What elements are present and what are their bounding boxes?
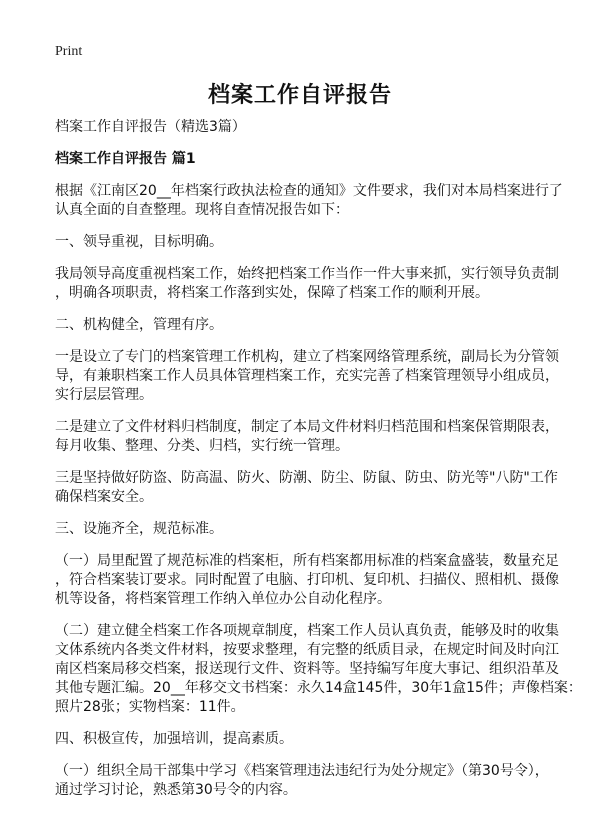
paragraph-line: 通过学习讨论，熟悉第30号令的内容。 [55,782,297,798]
document-subtitle: 档案工作自评报告（精选3篇） [55,119,246,135]
paragraph-list [55,182,582,800]
paragraph-line: 南区档案局移交档案，报送现行文件、资料等。坚持编写年度大事记、组织沿革及 [55,661,559,677]
paragraph-line: （一）局里配置了规范标准的档案柜，所有档案都用标准的档案盒盛装，数量充足 [55,553,559,569]
paragraph-line: 我局领导高度重视档案工作，始终把档案工作当作一件大事来抓，实行领导负责制 [55,266,559,282]
paragraph [55,233,575,252]
print-link[interactable]: Print [55,44,83,59]
document-title: 档案工作自评报告 [207,83,392,108]
paragraph [55,730,575,749]
paragraph-line: ，符合档案装订要求。同时配置了电脑、打印机、复印机、扫描仪、照相机、摄像 [55,572,559,588]
paragraph-line: 文体系统内各类文件材料，按要求整理，有完整的纸质目录，在规定时间及时向江 [55,642,559,658]
paragraph [55,622,582,717]
paragraph-line: 每月收集、整理、分类、归档，实行统一管理。 [55,438,349,454]
paragraph-line: 四、积极宣传，加强培训，提高素质。 [55,731,293,747]
paragraph [55,348,575,405]
paragraph [55,316,575,335]
paragraph [55,265,575,303]
paragraph-line: 实行层层管理。 [55,387,153,403]
paragraph-line: 确保档案安全。 [55,489,153,505]
paragraph [55,520,575,539]
paragraph-line: 机等设备，将档案管理工作纳入单位办公自动化程序。 [55,591,391,607]
paragraph-line: 照片28张；实物档案：11件。 [55,699,245,715]
document-body [55,118,582,813]
paragraph-line: 其他专题汇编。20__年移交文书档案：永久14盒145件，30年1盒15件；声像档案： [55,680,582,696]
paragraph-line: 三、设施齐全，规范标准。 [55,521,223,537]
paragraph-line: （一）组织全局干部集中学习《档案管理违法违纪行为处分规定》（第30号令）， [55,763,549,779]
paragraph-line: 导，有兼职档案工作人员具体管理档案工作，充实完善了档案管理领导小组成员， [55,368,559,384]
paragraph [55,418,575,456]
paragraph-line: 三是坚持做好防盗、防高温、防火、防潮、防尘、防鼠、防虫、防光等"八防"工作 [55,470,558,486]
paragraph [55,469,575,507]
paragraph-line: 一是设立了专门的档案管理工作机构，建立了档案网络管理系统，副局长为分管领 [55,349,559,365]
section-heading: 档案工作自评报告 篇1 [55,151,196,167]
paragraph [55,762,575,800]
paragraph-line: 根据《江南区20__年档案行政执法检查的通知》文件要求，我们对本局档案进行了 [55,183,563,199]
paragraph [55,182,575,220]
paragraph-line: ，明确各项职责，将档案工作落到实处，保障了档案工作的顺利开展。 [55,285,489,301]
paragraph-line: 二是建立了文件材料归档制度，制定了本局文件材料归档范围和档案保管期限表， [55,419,559,435]
paragraph-line: 认真全面的自查整理。现将自查情况报告如下： [55,202,349,218]
paragraph-line: 一、领导重视，目标明确。 [55,234,223,250]
paragraph-line: （二）建立健全档案工作各项规章制度，档案工作人员认真负责，能够及时的收集 [55,623,559,639]
paragraph [55,552,575,609]
paragraph-line: 二、机构健全，管理有序。 [55,317,223,333]
